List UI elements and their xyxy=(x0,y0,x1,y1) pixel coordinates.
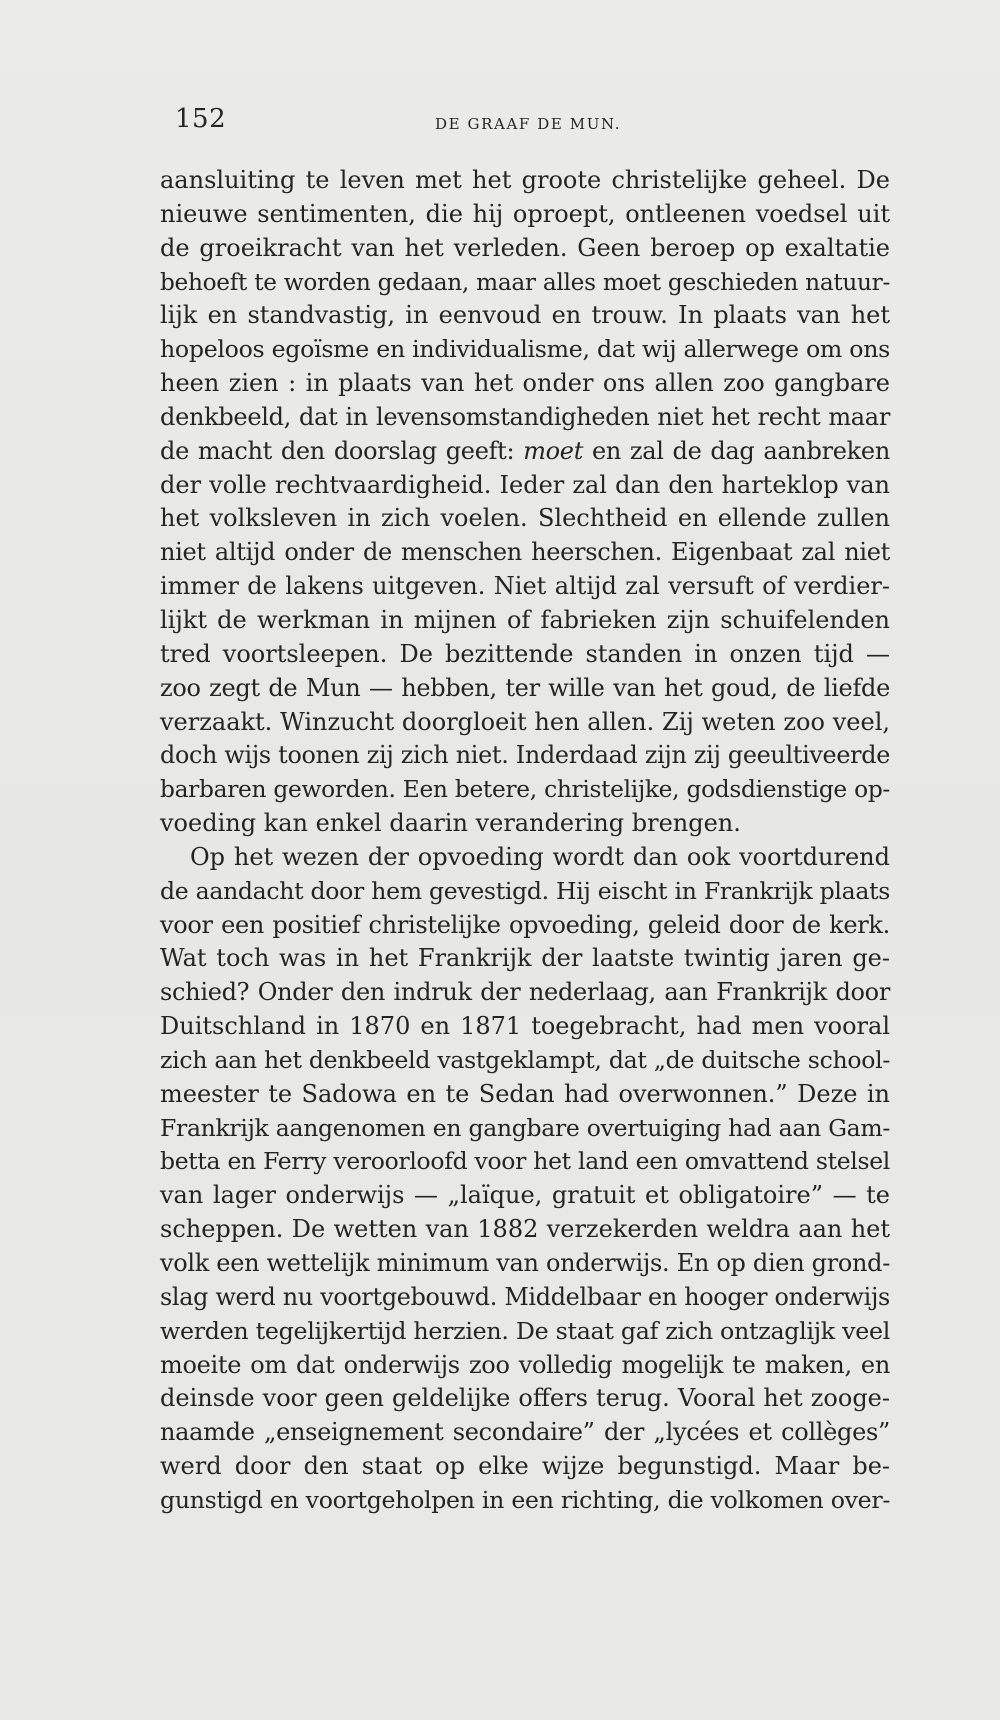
text-line: heen zien : in plaats van het onder ons allen zoo gangbare xyxy=(160,369,890,398)
emphasized-word: moet xyxy=(523,436,584,465)
text-segment: en zal de dag aanbreken xyxy=(583,436,890,465)
body-text xyxy=(160,164,890,1518)
text-line: naamde „enseignement secondaire” der „lycées et collèges” xyxy=(160,1418,890,1447)
text-line: de aandacht door hem gevestigd. Hij eischt in Frankrijk plaats xyxy=(160,876,890,905)
text-line: scheppen. De wetten van 1882 verzekerden weldra aan het xyxy=(160,1215,890,1244)
text-line-with-emphasis xyxy=(160,435,890,469)
text-line: barbaren geworden. Een betere, christelijke, godsdienstige op- xyxy=(160,776,890,804)
text-line: lijkt de werkman in mijnen of fabrieken zijn schuifelenden xyxy=(160,605,890,634)
text-line: meester te Sadowa en te Sedan had overwonnen.” Deze in xyxy=(160,1079,890,1108)
text-line: hopeloos egoïsme en individualisme, dat wij allerwege om ons xyxy=(160,335,890,364)
text-line: schied? Onder den indruk der nederlaag, aan Frankrijk door xyxy=(160,978,890,1007)
text-line: zich aan het denkbeeld vastgeklampt, dat „de duitsche school- xyxy=(160,1045,890,1074)
text-line: volk een wettelijk minimum van onderwijs. En op dien grond- xyxy=(160,1249,890,1277)
page-number: 152 xyxy=(175,104,227,134)
paragraph-first-line: Op het wezen der opvoeding wordt dan ook voortdurend xyxy=(190,842,890,871)
text-line: moeite om dat onderwijs zoo volledig mogelijk te maken, en xyxy=(160,1350,890,1379)
text-line: nieuwe sentimenten, die hij oproept, ontleenen voedsel uit xyxy=(160,199,890,228)
text-line: der volle rechtvaardigheid. Ieder zal dan den harteklop van xyxy=(160,470,890,499)
text-line: voeding kan enkel daarin verandering brengen. xyxy=(160,809,741,838)
text-line: Duitschland in 1870 en 1871 toegebracht, had men vooral xyxy=(160,1012,890,1041)
text-line: lijk en standvastig, in eenvoud en trouw. In plaats van het xyxy=(160,301,890,330)
page-header xyxy=(175,104,895,144)
text-line: de groeikracht van het verleden. Geen beroep op exaltatie xyxy=(160,233,890,262)
text-line: betta en Ferry veroorloofd voor het land een omvattend stelsel xyxy=(160,1147,890,1176)
text-line: slag werd nu voortgebouwd. Middelbaar en hooger onderwijs xyxy=(160,1282,890,1311)
text-line: aansluiting te leven met het groote christelijke geheel. De xyxy=(160,166,890,194)
text-line: het volksleven in zich voelen. Slechtheid en ellende zullen xyxy=(160,504,890,533)
text-line: werd door den staat op elke wijze begunstigd. Maar be- xyxy=(160,1452,890,1481)
text-line: behoeft te worden gedaan, maar alles moet geschieden natuur- xyxy=(160,268,890,296)
text-line: werden tegelijkertijd herzien. De staat gaf zich ontzaglijk veel xyxy=(160,1316,890,1345)
text-segment: de macht den doorslag geeft: xyxy=(160,436,524,465)
text-line: niet altijd onder de menschen heerschen. Eigenbaat zal niet xyxy=(160,538,890,567)
running-head: DE GRAAF DE MUN. xyxy=(435,115,622,133)
text-line: verzaakt. Winzucht doorgloeit hen allen. Zij weten zoo veel, xyxy=(160,707,890,736)
text-line: Frankrijk aangenomen en gangbare overtuiging had aan Gam- xyxy=(160,1113,890,1142)
text-line: van lager onderwijs — „laïque, gratuit et obligatoire” — te xyxy=(160,1181,890,1210)
text-line: Wat toch was in het Frankrijk der laatste twintig jaren ge- xyxy=(160,944,890,973)
text-line: doch wijs toonen zij zich niet. Inderdaad zijn zij geeultiveerde xyxy=(160,741,890,770)
text-line: denkbeeld, dat in levensomstandigheden niet het recht maar xyxy=(160,402,890,431)
text-line: voor een positief christelijke opvoeding, geleid door de kerk. xyxy=(160,910,890,939)
text-line: immer de lakens uitgeven. Niet altijd zal versuft of verdier- xyxy=(160,572,890,601)
text-line: deinsde voor geen geldelijke offers terug. Vooral het zooge- xyxy=(160,1384,890,1413)
text-line: gunstigd en voortgeholpen in een richting, die volkomen over- xyxy=(160,1485,890,1514)
text-line: zoo zegt de Mun — hebben, ter wille van het goud, de liefde xyxy=(160,673,890,702)
text-line: tred voortsleepen. De bezittende standen in onzen tijd — xyxy=(160,639,890,668)
